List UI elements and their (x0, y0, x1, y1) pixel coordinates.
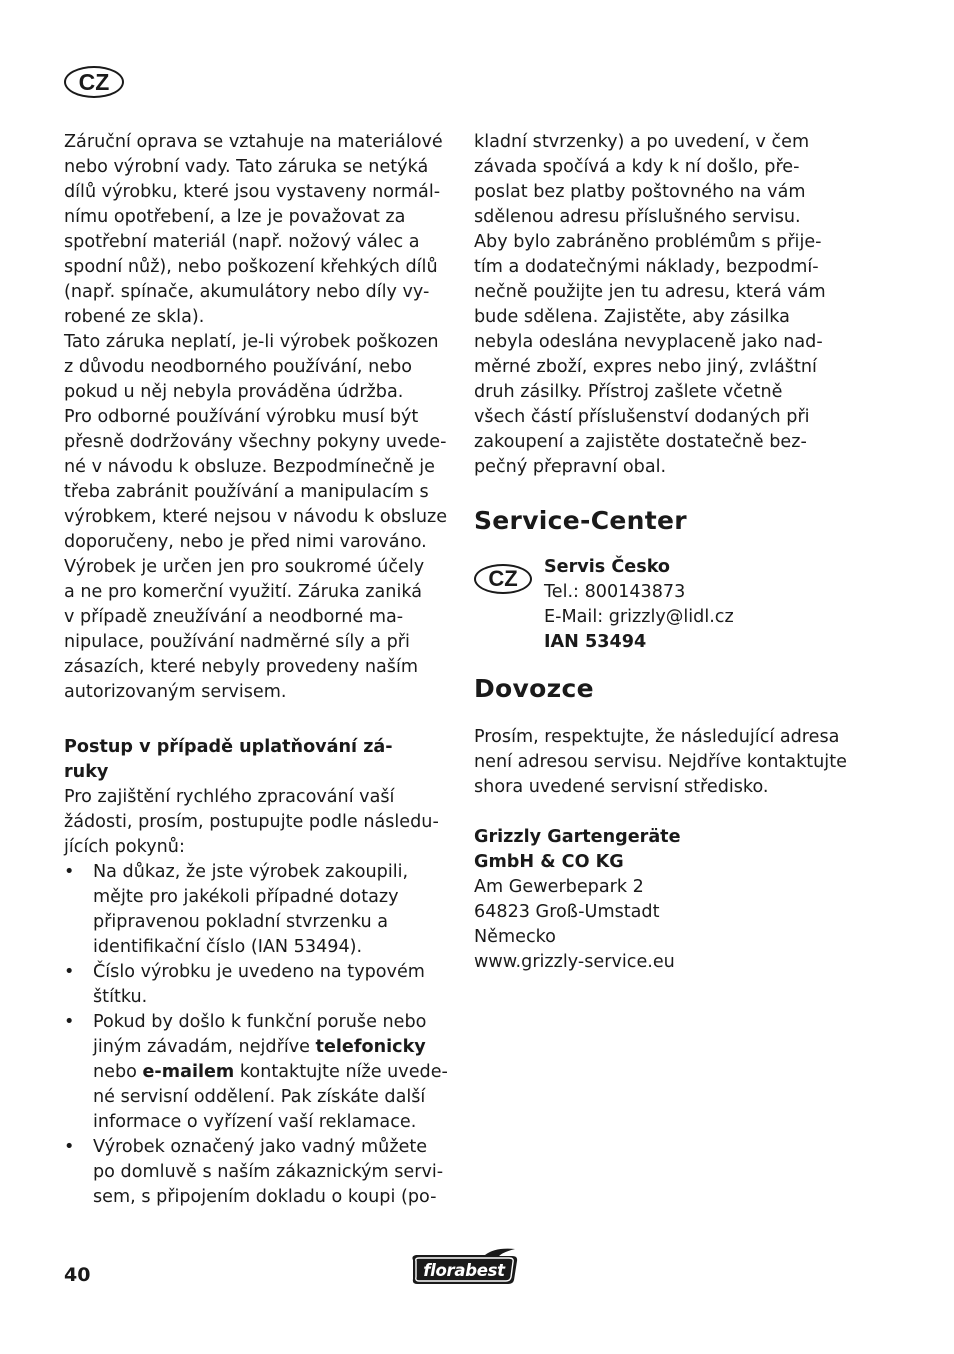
text-line: doporučeny, nebo je před nimi varováno. (64, 532, 427, 552)
shipping-continued (474, 130, 864, 480)
text-line: jících pokynů: (64, 837, 185, 857)
procedure-intro (64, 785, 450, 860)
text-line (64, 1060, 450, 1085)
service-phone[interactable]: Tel.: 800143873 (544, 582, 686, 602)
text-line: Výrobek je určen jen pro soukromé účely (64, 557, 425, 577)
text-line: závada spočívá a kdy k ní došlo, pře- (474, 157, 800, 177)
warranty-intro (64, 130, 450, 705)
text-line: nebo výrobní vady. Tato záruka se netýká (64, 157, 429, 177)
bullet-item-type-plate (64, 960, 450, 1010)
address-line: 64823 Groß-Umstadt (474, 902, 660, 922)
text-line (64, 960, 450, 985)
service-name: Servis Česko (544, 557, 671, 577)
procedure-heading (64, 735, 450, 785)
heading-line: ruky (64, 762, 109, 782)
text-line: Tato záruka neplatí, je-li výrobek poškozen (64, 332, 439, 352)
text-line: spotřební materiál (např. nožový válec a (64, 232, 420, 252)
text-line: Pro odborné používání výrobku musí být (64, 407, 419, 427)
text-line: robené ze skla). (64, 307, 205, 327)
text-line: zakoupení a zajistěte dostatečně bez- (474, 432, 807, 452)
text-line: pečný přepravní obal. (474, 457, 667, 477)
bullet-text: Na důkaz, že jste výrobek zakoupili, (93, 862, 409, 882)
text-fragment: kontaktujte níže uvede- (234, 1062, 448, 1082)
text-line: třeba zabránit používání a manipulacím s (64, 482, 429, 502)
bullet-icon: • (64, 862, 75, 882)
text-line: Aby bylo zabráněno problémům s přije- (474, 232, 822, 252)
bullet-item-shipping (64, 1135, 450, 1210)
text-line: přesně dodržovány všechny pokyny uvede- (64, 432, 447, 452)
text-line: sdělenou adresu příslušného servisu. (474, 207, 801, 227)
text-line: všech částí příslušenství dodaných při (474, 407, 810, 427)
bullet-item-receipt (64, 860, 450, 960)
text-line: pokud u něj nebyla prováděna údržba. (64, 382, 404, 402)
text-line: druh zásilky. Přístroj zašlete včetně (474, 382, 783, 402)
text-line: bude sdělena. Zajistěte, aby zásilka (474, 307, 790, 327)
text-line: zásazích, které nebyly provedeny naším (64, 657, 419, 677)
bullet-icon: • (64, 1012, 75, 1032)
right-column (474, 130, 864, 975)
bullet-text: Pokud by došlo k funkční poruše nebo (93, 1012, 427, 1032)
text-line: dílů výrobku, které jsou vystaveny normál- (64, 182, 441, 202)
text-line: po domluvě s naším zákaznickým servi- (93, 1162, 444, 1182)
text-line: poslat bez platby poštovného na vám (474, 182, 806, 202)
text-line: připravenou pokladní stvrzenku a (93, 912, 389, 932)
text-line: informace o vyřízení vaší reklamace. (93, 1112, 417, 1132)
svg-text:florabest: florabest (423, 1261, 505, 1280)
importer-heading: Dovozce (474, 674, 594, 703)
left-column (64, 130, 450, 1210)
text-line: nipulace, používání nadměrné síly a při (64, 632, 410, 652)
text-fragment: jiným závadám, nejdříve (93, 1037, 316, 1057)
text-line: a ne pro komerční využití. Záruka zaniká (64, 582, 423, 602)
text-line: kladní stvrzenky) a po uvedení, v čem (474, 132, 810, 152)
text-line: měrné zboží, expres nebo jiný, zvláštní (474, 357, 817, 377)
text-line: autorizovaným servisem. (64, 682, 287, 702)
text-line: štítku. (93, 987, 148, 1007)
text-line: né servisní oddělení. Pak získáte další (93, 1087, 426, 1107)
company-name: Grizzly Gartengeräte (474, 827, 681, 847)
text-line: shora uvedené servisní středisko. (474, 777, 769, 797)
text-line (64, 1010, 450, 1035)
text-line (64, 1135, 450, 1160)
page-number: 40 (64, 1264, 91, 1286)
company-name: GmbH & CO KG (474, 852, 624, 872)
text-line: spodní nůž), nebo poškození křehkých dílů (64, 257, 438, 277)
text-line: nečně použijte jen tu adresu, která vám (474, 282, 826, 302)
bullet-icon: • (64, 962, 75, 982)
text-line: identifikační číslo (IAN 53494). (93, 937, 363, 957)
text-line (64, 860, 450, 885)
bullet-item-contact (64, 1010, 450, 1135)
text-line: mějte pro jakékoli případné dotazy (93, 887, 399, 907)
text-line: není adresou servisu. Nejdříve kontaktujte (474, 752, 847, 772)
bullet-icon: • (64, 1137, 75, 1157)
text-line: žádosti, prosím, postupujte podle následu- (64, 812, 439, 832)
text-line: Pro zajištění rychlého zpracování vaší (64, 787, 395, 807)
text-line (64, 1035, 450, 1060)
florabest-logo (407, 1246, 521, 1288)
bullet-text: Výrobek označený jako vadný můžete (93, 1137, 428, 1157)
address-line: Am Gewerbepark 2 (474, 877, 644, 897)
text-line: výrobkem, které nejsou v návodu k obsluze (64, 507, 448, 527)
text-line: Záruční oprava se vztahuje na materiálové (64, 132, 443, 152)
country-badge: CZ (64, 66, 124, 98)
website-link[interactable]: www.grizzly-service.eu (474, 952, 675, 972)
text-line: tím a dodatečnými náklady, bezpodmí- (474, 257, 819, 277)
importer-note (474, 725, 864, 800)
service-country-badge: CZ (474, 564, 532, 594)
importer-address (474, 825, 864, 975)
text-line: (např. spínače, akumulátory nebo díly vy- (64, 282, 430, 302)
emphasis-email: e-mailem (142, 1062, 235, 1082)
text-fragment: nebo (93, 1062, 143, 1082)
text-line: sem, s připojením dokladu o koupi (po- (93, 1187, 437, 1207)
text-line: v případě zneužívání a neodborné ma- (64, 607, 404, 627)
text-line: nímu opotřebení, a lze je považovat za (64, 207, 406, 227)
service-email[interactable]: E-Mail: grizzly@lidl.cz (544, 607, 734, 627)
address-line: Německo (474, 927, 556, 947)
text-line: nebyla odeslána nevyplaceně jako nad- (474, 332, 823, 352)
text-line: z důvodu neodborného používání, nebo (64, 357, 413, 377)
text-line: né v návodu k obsluze. Bezpodmínečně je (64, 457, 435, 477)
text-line: Prosím, respektujte, že následující adresa (474, 727, 840, 747)
heading-line: Postup v případě uplatňování zá- (64, 737, 393, 757)
service-ian: IAN 53494 (544, 632, 647, 652)
service-contact-block (474, 555, 864, 655)
bullet-text: Číslo výrobku je uvedeno na typovém (93, 962, 425, 982)
emphasis-phone: telefonicky (315, 1037, 426, 1057)
service-center-heading: Service-Center (474, 506, 687, 535)
